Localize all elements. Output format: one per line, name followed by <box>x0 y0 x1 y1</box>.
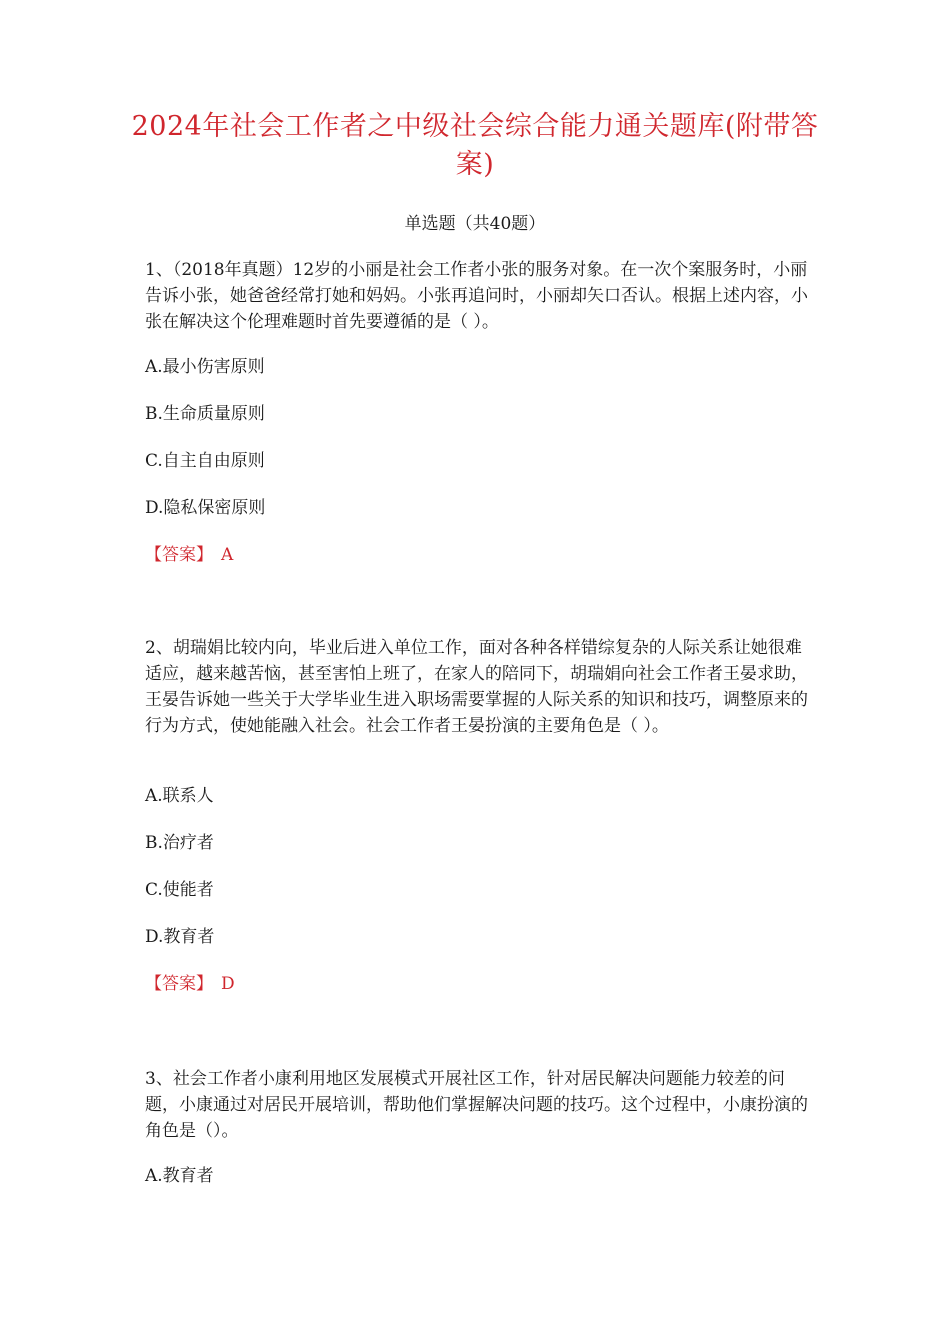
question-1-option-d: D.隐私保密原则 <box>145 498 266 518</box>
question-1-stem: 1、（2018年真题）12岁的小丽是社会工作者小张的服务对象。在一次个案服务时，小丽告诉小张，她爸爸经常打她和妈妈。小张再追问时，小丽却矢口否认。根据上述内容，小张在解决这个伦理难题时首先要遵循的是（ ）。 <box>145 260 808 332</box>
answer-tag: 【答案】 <box>145 974 213 994</box>
question-2-answer <box>145 972 235 996</box>
answer-value: D <box>221 974 235 994</box>
answer-tag: 【答案】 <box>145 545 213 565</box>
question-2-option-a: A.联系人 <box>145 786 214 806</box>
section-heading: 单选题（共40题） <box>404 214 546 234</box>
answer-value: A <box>221 545 234 565</box>
question-1-option-a: A.最小伤害原则 <box>145 357 265 377</box>
question-2-option-d: D.教育者 <box>145 927 215 947</box>
question-3-stem: 3、社会工作者小康利用地区发展模式开展社区工作，针对居民解决问题能力较差的问题，小康通过对居民开展培训，帮助他们掌握解决问题的技巧。这个过程中，小康扮演的角色是（）。 <box>145 1069 808 1141</box>
document-title: 2024年社会工作者之中级社会综合能力通关题库(附带答案) <box>131 111 819 180</box>
question-1-option-c: C.自主自由原则 <box>145 451 265 471</box>
question-2-stem: 2、胡瑞娟比较内向，毕业后进入单位工作，面对各种各样错综复杂的人际关系让她很难适应，越来越苦恼，甚至害怕上班了，在家人的陪同下，胡瑞娟向社会工作者王晏求助，王晏告诉她一些关于大学毕业生进入职场需要掌握的人际关系的知识和技巧，调整原来的行为方式，使她能融入社会。社会工作者王晏扮演的主要角色是（ ）。 <box>145 638 808 736</box>
question-2-option-c: C.使能者 <box>145 880 214 900</box>
question-2-option-b: B.治疗者 <box>145 833 214 853</box>
question-1-answer <box>145 543 233 567</box>
question-3-option-a: A.教育者 <box>145 1166 214 1186</box>
question-1-option-b: B.生命质量原则 <box>145 404 265 424</box>
